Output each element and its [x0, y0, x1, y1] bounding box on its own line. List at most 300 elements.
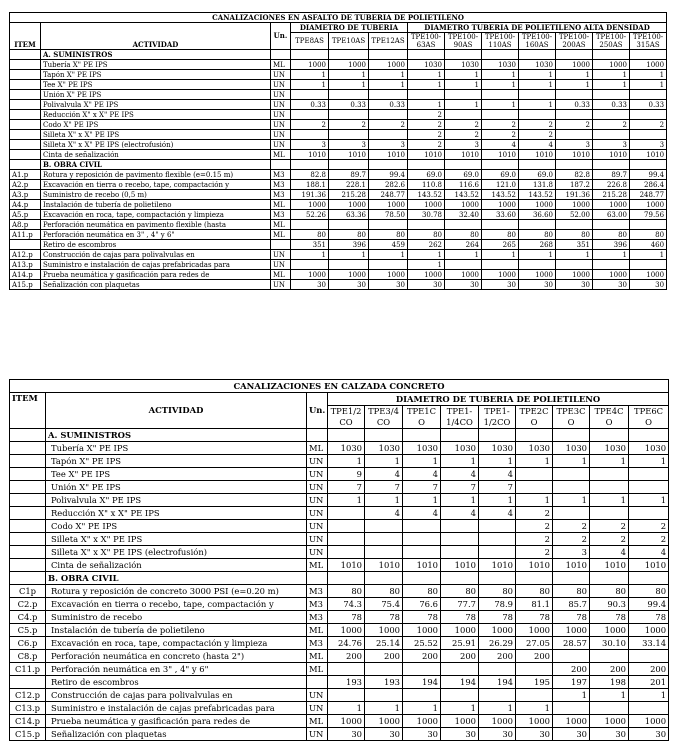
value-cell: [329, 90, 369, 100]
concrete-canalization-table: [9, 379, 669, 741]
section-title: A. SUMINISTROS: [41, 50, 271, 60]
value-cell: 1000: [556, 200, 593, 210]
value-cell: 1010: [328, 559, 365, 572]
value-cell: 78: [365, 611, 403, 624]
value-cell: 30.10: [590, 637, 629, 650]
column-header: TPE3C O: [553, 406, 590, 429]
value-cell: 193: [365, 676, 403, 689]
value-cell: 1: [590, 689, 629, 702]
value-cell: [629, 572, 669, 585]
value-cell: 69.0: [482, 170, 519, 180]
value-cell: [593, 110, 630, 120]
value-cell: 1010: [329, 150, 369, 160]
section-row: [10, 429, 669, 442]
value-cell: 143.52: [445, 190, 482, 200]
value-cell: 1: [479, 702, 516, 715]
value-cell: [553, 507, 590, 520]
value-cell: [630, 50, 667, 60]
value-cell: 69.0: [445, 170, 482, 180]
activity-description: Señalización con plaquetas: [41, 280, 271, 290]
unit-cell: M3: [307, 637, 328, 650]
value-cell: 9: [328, 468, 365, 481]
activity-description: Cinta de señalización: [41, 150, 271, 160]
value-cell: 262: [408, 240, 445, 250]
value-cell: 143.52: [482, 190, 519, 200]
value-cell: 201: [629, 676, 669, 689]
value-cell: [630, 130, 667, 140]
value-cell: 80: [479, 585, 516, 598]
value-cell: [369, 260, 408, 270]
unit-cell: UN: [271, 250, 291, 260]
table-row: [10, 120, 667, 130]
unit-cell: ML: [307, 650, 328, 663]
unit-cell: M3: [271, 190, 291, 200]
value-cell: 215.28: [593, 190, 630, 200]
activity-description: Excavación en roca, tape, compactación y limpieza: [41, 210, 271, 220]
value-cell: 351: [291, 240, 329, 250]
activity-description: Unión X" PE IPS: [46, 481, 307, 494]
unit-cell: ML: [307, 559, 328, 572]
activity-description: Unión X" PE IPS: [41, 90, 271, 100]
value-cell: 1000: [629, 624, 669, 637]
value-cell: 7: [479, 481, 516, 494]
value-cell: 1: [519, 100, 556, 110]
value-cell: 1010: [519, 150, 556, 160]
activity-description: Tapón X" PE IPS: [46, 455, 307, 468]
value-cell: 143.52: [519, 190, 556, 200]
column-header: TPE1/2 CO: [328, 406, 365, 429]
value-cell: [590, 507, 629, 520]
item-code: C13.p: [10, 702, 46, 715]
unit-cell: UN: [307, 468, 328, 481]
value-cell: 1000: [441, 624, 479, 637]
item-code: A4.p: [10, 200, 41, 210]
column-header: TPE2C O: [516, 406, 553, 429]
value-cell: 80: [516, 585, 553, 598]
unit-cell: UN: [307, 507, 328, 520]
value-cell: 1: [441, 702, 479, 715]
unit-cell: [307, 676, 328, 689]
value-cell: 85.7: [553, 598, 590, 611]
value-cell: [482, 50, 519, 60]
item-code: [10, 110, 41, 120]
value-cell: 82.8: [556, 170, 593, 180]
value-cell: 0.33: [556, 100, 593, 110]
value-cell: 4: [365, 507, 403, 520]
value-cell: 1000: [482, 200, 519, 210]
value-cell: [365, 520, 403, 533]
table-row: [10, 230, 667, 240]
value-cell: [553, 468, 590, 481]
value-cell: 30: [403, 728, 441, 741]
activity-description: Suministro de recebo (0,5 m): [41, 190, 271, 200]
value-cell: 1: [441, 494, 479, 507]
value-cell: [593, 160, 630, 170]
value-cell: 200: [479, 650, 516, 663]
activity-description: Excavación en tierra o recebo, tape, compactación y: [41, 180, 271, 190]
value-cell: [445, 90, 482, 100]
column-header: TPE100- 160AS: [519, 33, 556, 50]
value-cell: [519, 50, 556, 60]
value-cell: 80: [482, 230, 519, 240]
activity-description: Rotura y reposición de pavimento flexible (e=0.15 m): [41, 170, 271, 180]
value-cell: 1000: [445, 270, 482, 280]
value-cell: 4: [479, 468, 516, 481]
value-cell: 33.14: [629, 637, 669, 650]
column-header: TPE100- 315AS: [630, 33, 667, 50]
value-cell: [519, 90, 556, 100]
item-code: [10, 60, 41, 70]
value-cell: [408, 160, 445, 170]
table-row: [10, 260, 667, 270]
value-cell: 1: [441, 455, 479, 468]
unit-cell: M3: [307, 585, 328, 598]
group-header: DIAMETRO TUBERIA DE POLIETILENO ALTA DENSIDAD: [408, 23, 667, 33]
column-header: TPE100- 63AS: [408, 33, 445, 50]
value-cell: 30: [291, 280, 329, 290]
value-cell: 1030: [479, 442, 516, 455]
value-cell: 3: [593, 140, 630, 150]
value-cell: [516, 468, 553, 481]
table-row: [10, 80, 667, 90]
value-cell: 80: [329, 230, 369, 240]
item-code: A11.p: [10, 230, 41, 240]
item-code: C11.p: [10, 663, 46, 676]
unit-cell: [307, 429, 328, 442]
value-cell: 194: [479, 676, 516, 689]
value-cell: [593, 50, 630, 60]
value-cell: 194: [403, 676, 441, 689]
value-cell: [553, 429, 590, 442]
value-cell: 1: [593, 70, 630, 80]
value-cell: 198: [590, 676, 629, 689]
table-row: [10, 250, 667, 260]
value-cell: 1030: [519, 60, 556, 70]
value-cell: 2: [556, 120, 593, 130]
value-cell: 24.76: [328, 637, 365, 650]
value-cell: 187.2: [556, 180, 593, 190]
table-row: [10, 150, 667, 160]
activity-description: Reducción X" x X" PE IPS: [46, 507, 307, 520]
unit-cell: UN: [271, 110, 291, 120]
value-cell: 4: [403, 468, 441, 481]
value-cell: 1: [408, 250, 445, 260]
table-row: [10, 702, 669, 715]
value-cell: 1: [630, 70, 667, 80]
value-cell: [516, 572, 553, 585]
column-header: TPE1- 1/2CO: [479, 406, 516, 429]
value-cell: 30: [408, 280, 445, 290]
item-code: [10, 90, 41, 100]
value-cell: [328, 429, 365, 442]
value-cell: 1000: [365, 715, 403, 728]
activity-description: Polivalvula X" PE IPS: [46, 494, 307, 507]
value-cell: 99.4: [369, 170, 408, 180]
unit-cell: UN: [271, 260, 291, 270]
section-title: B. OBRA CIVIL: [41, 160, 271, 170]
value-cell: 80: [369, 230, 408, 240]
value-cell: 2: [593, 120, 630, 130]
unit-cell: ML: [307, 663, 328, 676]
value-cell: [479, 533, 516, 546]
activity-description: Silleta X" x X" PE IPS: [46, 533, 307, 546]
column-header: TPE3/4 CO: [365, 406, 403, 429]
item-code: C2.p: [10, 598, 46, 611]
value-cell: 1000: [328, 715, 365, 728]
value-cell: [328, 533, 365, 546]
value-cell: 1: [593, 80, 630, 90]
value-cell: [365, 663, 403, 676]
value-cell: 1000: [630, 270, 667, 280]
activity-description: Tapón X" PE IPS: [41, 70, 271, 80]
unit-cell: UN: [271, 100, 291, 110]
value-cell: [479, 689, 516, 702]
value-cell: 4: [519, 140, 556, 150]
value-cell: 1: [365, 702, 403, 715]
value-cell: 80: [403, 585, 441, 598]
table-row: [10, 481, 669, 494]
value-cell: [482, 110, 519, 120]
value-cell: 1000: [369, 270, 408, 280]
value-cell: 1000: [553, 624, 590, 637]
value-cell: 195: [516, 676, 553, 689]
value-cell: 1010: [482, 150, 519, 160]
value-cell: 1030: [629, 442, 669, 455]
activity-description: Excavación en tierra o recebo, tape, compactación y: [46, 598, 307, 611]
value-cell: 215.28: [329, 190, 369, 200]
value-cell: [329, 130, 369, 140]
value-cell: 1: [593, 250, 630, 260]
value-cell: 80: [630, 230, 667, 240]
value-cell: 2: [482, 120, 519, 130]
table-row: [10, 240, 667, 250]
unit-cell: UN: [271, 90, 291, 100]
value-cell: 1030: [408, 60, 445, 70]
table-row: [10, 110, 667, 120]
item-code: [10, 520, 46, 533]
activity-description: Cinta de señalización: [46, 559, 307, 572]
value-cell: 0.33: [593, 100, 630, 110]
value-cell: [408, 220, 445, 230]
item-code: C1p: [10, 585, 46, 598]
value-cell: 77.7: [441, 598, 479, 611]
value-cell: 121.0: [482, 180, 519, 190]
item-code: C8.p: [10, 650, 46, 663]
value-cell: 1030: [328, 442, 365, 455]
value-cell: [590, 650, 629, 663]
value-cell: [403, 663, 441, 676]
item-code: [10, 507, 46, 520]
value-cell: [556, 220, 593, 230]
table-row: [10, 100, 667, 110]
item-cell: [10, 50, 41, 60]
value-cell: [441, 689, 479, 702]
unit-cell: UN: [307, 728, 328, 741]
value-cell: 78: [403, 611, 441, 624]
column-header: TPE10AS: [329, 33, 369, 50]
item-code: [10, 130, 41, 140]
value-cell: 2: [516, 546, 553, 559]
value-cell: [590, 702, 629, 715]
column-header: TPE100- 90AS: [445, 33, 482, 50]
activity-description: Prueba neumática y gasificación para redes de: [46, 715, 307, 728]
value-cell: 1: [556, 250, 593, 260]
value-cell: [365, 572, 403, 585]
table-row: [10, 611, 669, 624]
activity-description: Construcción de cajas para polivalvulas en: [41, 250, 271, 260]
value-cell: [630, 260, 667, 270]
value-cell: 2: [408, 140, 445, 150]
unit-cell: UN: [307, 455, 328, 468]
item-code: [10, 150, 41, 160]
value-cell: 200: [553, 663, 590, 676]
value-cell: 80: [593, 230, 630, 240]
item-code: A12.p: [10, 250, 41, 260]
value-cell: [556, 160, 593, 170]
value-cell: 1030: [553, 442, 590, 455]
value-cell: 81.1: [516, 598, 553, 611]
value-cell: 2: [553, 533, 590, 546]
table-row: [10, 200, 667, 210]
value-cell: [328, 663, 365, 676]
item-code: C12.p: [10, 689, 46, 702]
section-title: B. OBRA CIVIL: [46, 572, 307, 585]
value-cell: [365, 429, 403, 442]
value-cell: 1010: [445, 150, 482, 160]
column-header: TPE6C O: [629, 406, 669, 429]
unit-cell: ML: [271, 230, 291, 240]
item-code: [10, 240, 41, 250]
item-cell: [10, 572, 46, 585]
value-cell: 80: [445, 230, 482, 240]
value-cell: 143.52: [408, 190, 445, 200]
value-cell: 1010: [369, 150, 408, 160]
value-cell: [445, 260, 482, 270]
item-code: A2.p: [10, 180, 41, 190]
value-cell: [329, 260, 369, 270]
value-cell: 1: [445, 70, 482, 80]
table-row: [10, 559, 669, 572]
value-cell: 1: [291, 250, 329, 260]
value-cell: 2: [369, 120, 408, 130]
value-cell: 1: [445, 250, 482, 260]
value-cell: 1030: [516, 442, 553, 455]
table-row: [10, 180, 667, 190]
value-cell: 25.14: [365, 637, 403, 650]
value-cell: 1000: [553, 715, 590, 728]
activity-description: Tee X" PE IPS: [46, 468, 307, 481]
value-cell: 1000: [630, 60, 667, 70]
value-cell: [629, 468, 669, 481]
value-cell: 1: [590, 494, 629, 507]
table-title: CANALIZACIONES EN ASFALTO DE TUBERIA DE POLIETILENO: [10, 13, 667, 23]
value-cell: 33.60: [482, 210, 519, 220]
column-header: TPE12AS: [369, 33, 408, 50]
value-cell: 78: [441, 611, 479, 624]
value-cell: [291, 130, 329, 140]
value-cell: 1000: [403, 715, 441, 728]
value-cell: 30: [593, 280, 630, 290]
value-cell: 30: [629, 728, 669, 741]
value-cell: 1010: [479, 559, 516, 572]
value-cell: 2: [445, 120, 482, 130]
unit-cell: UN: [307, 520, 328, 533]
table-row: [10, 140, 667, 150]
item-code: [10, 481, 46, 494]
value-cell: 30: [516, 728, 553, 741]
value-cell: 30: [329, 280, 369, 290]
value-cell: [328, 689, 365, 702]
value-cell: 25.91: [441, 637, 479, 650]
unit-cell: UN: [271, 70, 291, 80]
unit-cell: [271, 160, 291, 170]
table-row: [10, 689, 669, 702]
unit-header: Un.: [271, 23, 291, 50]
item-code: [10, 140, 41, 150]
value-cell: [445, 110, 482, 120]
value-cell: 265: [482, 240, 519, 250]
value-cell: [629, 429, 669, 442]
value-cell: 30: [630, 280, 667, 290]
value-cell: 1: [556, 80, 593, 90]
table-row: [10, 533, 669, 546]
activity-description: Codo X" PE IPS: [41, 120, 271, 130]
value-cell: [556, 50, 593, 60]
value-cell: 1: [365, 494, 403, 507]
value-cell: [479, 429, 516, 442]
value-cell: 2: [516, 507, 553, 520]
value-cell: 99.4: [629, 598, 669, 611]
value-cell: 4: [482, 140, 519, 150]
item-code: [10, 100, 41, 110]
value-cell: 1000: [403, 624, 441, 637]
value-cell: 1: [445, 100, 482, 110]
value-cell: 3: [630, 140, 667, 150]
value-cell: 1: [328, 494, 365, 507]
value-cell: [630, 110, 667, 120]
value-cell: [519, 220, 556, 230]
value-cell: [365, 546, 403, 559]
value-cell: [291, 110, 329, 120]
value-cell: [553, 650, 590, 663]
table-row: [10, 170, 667, 180]
value-cell: 188.1: [291, 180, 329, 190]
value-cell: 1: [328, 455, 365, 468]
value-cell: 4: [629, 546, 669, 559]
value-cell: 30: [519, 280, 556, 290]
value-cell: 30: [328, 728, 365, 741]
value-cell: 7: [365, 481, 403, 494]
value-cell: 2: [408, 110, 445, 120]
value-cell: [593, 260, 630, 270]
column-header: TPE4C O: [590, 406, 629, 429]
value-cell: [482, 260, 519, 270]
activity-description: Reducción X" x X" PE IPS: [41, 110, 271, 120]
value-cell: 1: [482, 250, 519, 260]
value-cell: 193: [328, 676, 365, 689]
value-cell: 1: [629, 494, 669, 507]
value-cell: 30.78: [408, 210, 445, 220]
value-cell: 1000: [519, 270, 556, 280]
table-row: [10, 60, 667, 70]
table-row: [10, 507, 669, 520]
value-cell: 2: [629, 533, 669, 546]
value-cell: 80: [629, 585, 669, 598]
value-cell: [590, 572, 629, 585]
value-cell: 1010: [590, 559, 629, 572]
value-cell: [328, 546, 365, 559]
table-row: [10, 663, 669, 676]
